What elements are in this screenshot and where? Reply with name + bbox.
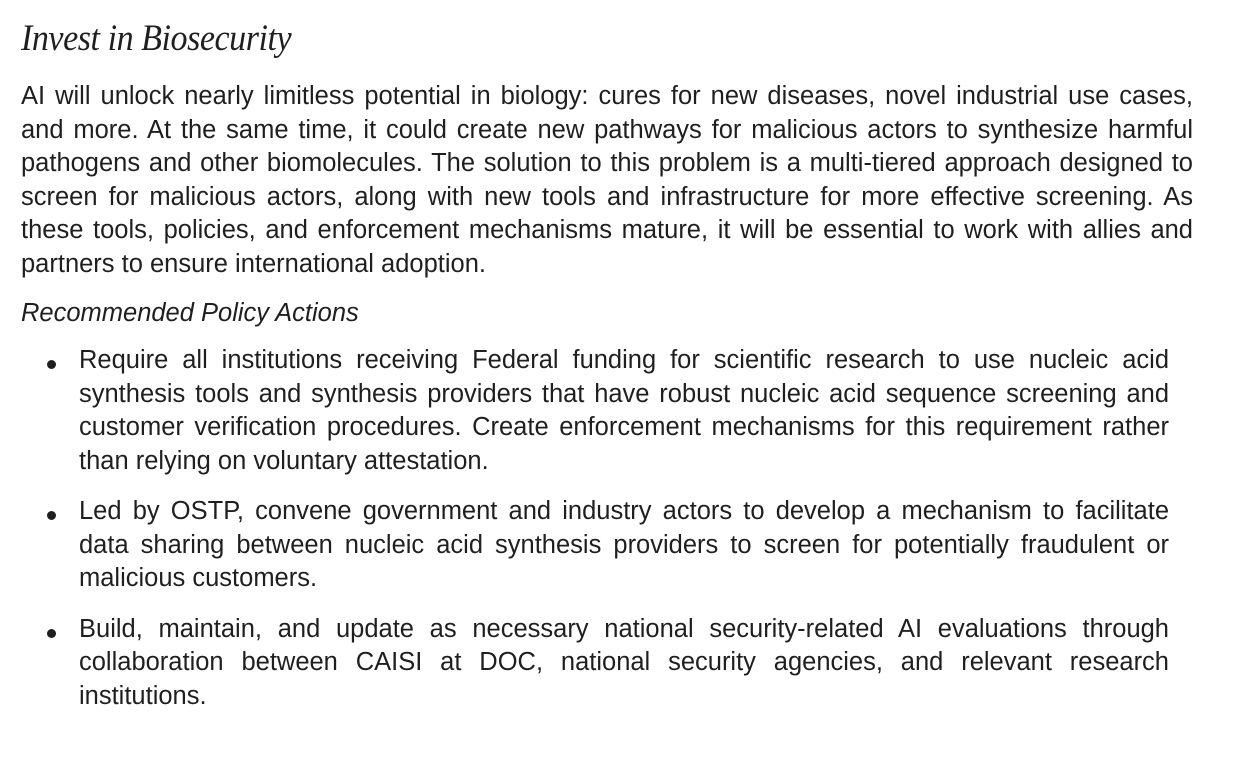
- bullet-icon: [47, 629, 56, 638]
- action-text: Require all institutions receiving Federal funding for scientific research to use nucleic acid synthesis tools and synthesis providers that have robust nucleic acid sequence screening and customer verification procedures. Create enforcement mechanisms for this requirement rather than relying on voluntary attestation.: [79, 346, 1169, 475]
- bullet-icon: [47, 511, 56, 520]
- list-item: [21, 613, 1169, 714]
- action-text: Build, maintain, and update as necessary national security-related AI evaluations through collaboration between CAISI at DOC, national security agencies, and relevant research institutions.: [79, 614, 1169, 710]
- section-title: Invest in Biosecurity: [21, 18, 292, 59]
- action-text: Led by OSTP, convene government and industry actors to develop a mechanism to facilitate data sharing between nucleic acid synthesis providers to screen for potentially fraudulent or malicious customers.: [79, 497, 1169, 592]
- list-item: [21, 344, 1169, 478]
- recommended-actions-heading: Recommended Policy Actions: [21, 299, 359, 327]
- bullet-icon: [47, 360, 56, 369]
- list-item: [21, 495, 1169, 596]
- document-page: [21, 14, 1193, 730]
- intro-paragraph: AI will unlock nearly limitless potential in biology: cures for new diseases, novel industrial use cases, and more. At the same time, it could create new pathways for malicious actors to synthesize harmful pathogens and other biomolecules. The solution to this problem is a multi-tiered approach designed to screen for malicious actors, along with new tools and infrastructure for more effective screening. As these tools, policies, and enforcement mechanisms mature, it will be essential to work with allies and partners to ensure international adoption.: [21, 82, 1193, 278]
- policy-actions-list: [21, 344, 1169, 713]
